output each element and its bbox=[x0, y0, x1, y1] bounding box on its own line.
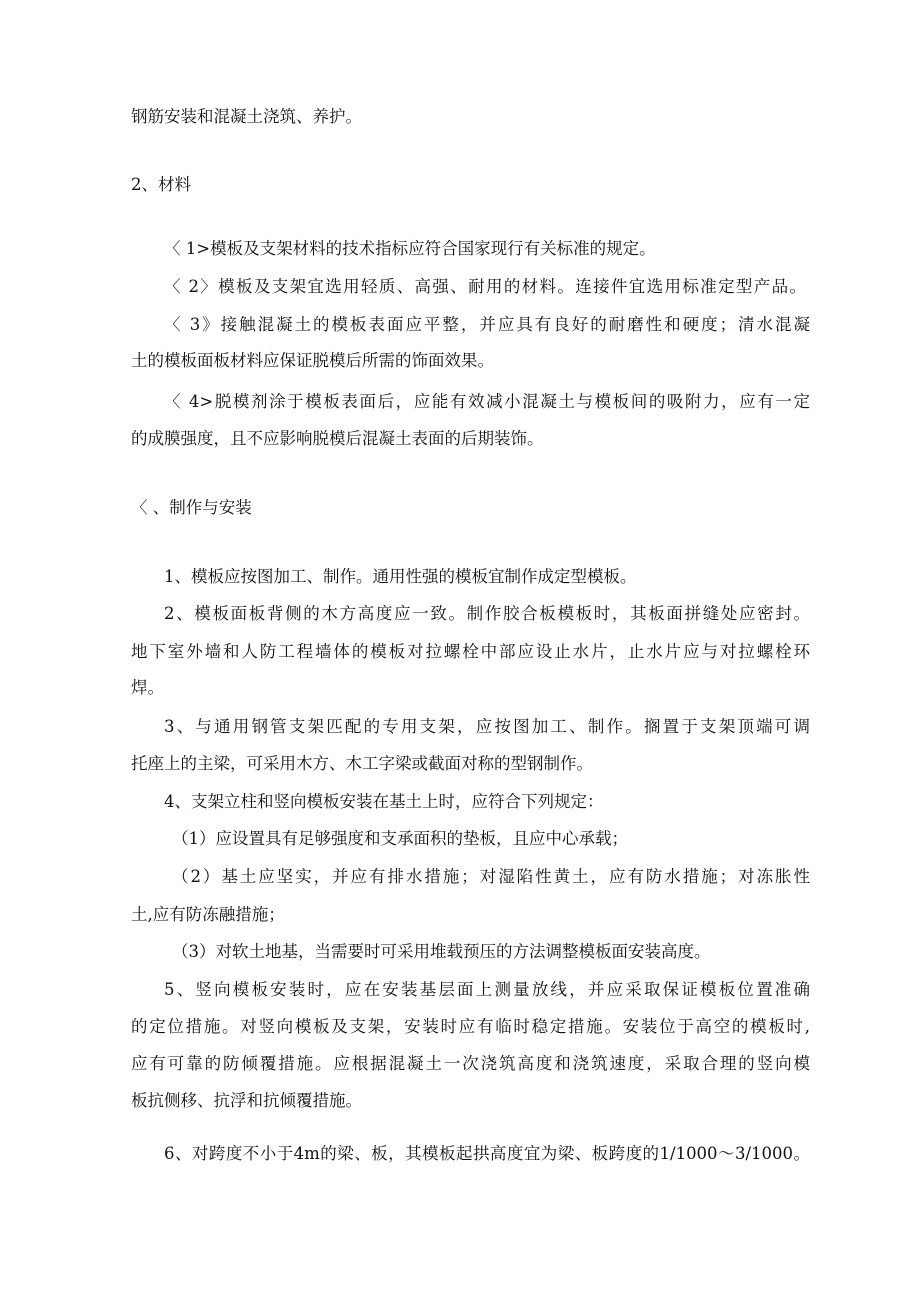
text-line: 应有可靠的防倾覆措施。应根据混凝土一次浇筑高度和浇筑速度，采取合理的竖向模 bbox=[131, 1054, 810, 1073]
text-line: 4、支架立柱和竖向模板安装在基土上时，应符合下列规定： bbox=[164, 792, 604, 811]
text-line: 3、与通用钢管支架匹配的专用支架，应按图加工、制作。搁置于支架顶端可调 bbox=[164, 717, 810, 736]
text-line: 托座上的主梁，可采用木方、木工字梁或截面对称的型钢制作。 bbox=[131, 754, 593, 773]
text-line: 2、模板面板背侧的木方高度应一致。制作胶合板模板时，其板面拼缝处应密封。 bbox=[164, 604, 810, 623]
text-line: 的成膜强度，且不应影响脱模后混凝土表面的后期装饰。 bbox=[131, 429, 544, 448]
text-line: （1）应设置具有足够强度和支承面积的垫板，且应中心承载； bbox=[172, 829, 628, 848]
text-line: 5、竖向模板安装时，应在安装基层面上测量放线，并应采取保证模板位置准确 bbox=[164, 980, 810, 999]
text-line: 〈 1>模板及支架材料的技术指标应符合国家现行有关标准的规定。 bbox=[164, 239, 656, 258]
text-line: 〈 4>脱模剂涂于模板表面后，应能有效减小混凝土与模板间的吸附力，应有一定 bbox=[164, 392, 810, 411]
text-line: 板抗侧移、抗浮和抗倾覆措施。 bbox=[131, 1091, 362, 1110]
text-line: （3）对软土地基，当需要时可采用堆载预压的方法调整模板面安装高度。 bbox=[172, 942, 711, 961]
text-line: 地下室外墙和人防工程墙体的模板对拉螺栓中部应设止水片，止水片应与对拉螺栓环 bbox=[131, 642, 810, 661]
section-heading-materials: 2、材料 bbox=[131, 175, 191, 194]
text-line: 〈 2〉模板及支架宜选用轻质、高强、耐用的材料。连接件宜选用标准定型产品。 bbox=[164, 277, 806, 296]
text-line: 土,应有防冻融措施； bbox=[131, 905, 285, 924]
text-line: 的定位措施。对竖向模板及支架，安装时应有临时稳定措施。安装位于高空的模板时, bbox=[131, 1017, 810, 1036]
text-line: 钢筋安装和混凝土浇筑、养护。 bbox=[131, 107, 362, 126]
text-line: 6、对跨度不小于4m的梁、板，其模板起拱高度宜为梁、板跨度的1/1000～3/1000。 bbox=[164, 1144, 810, 1163]
text-line: 〈 3》接触混凝土的模板表面应平整，并应具有良好的耐磨性和硬度；清水混凝 bbox=[164, 315, 810, 334]
section-heading-fabrication: 〈 、制作与安装 bbox=[131, 498, 252, 517]
text-line: （2）基土应坚实，并应有排水措施；对湿陷性黄土，应有防水措施；对冻胀性 bbox=[172, 867, 810, 886]
text-line: 1、模板应按图加工、制作。通用性强的模板宜制作成定型模板。 bbox=[164, 567, 637, 586]
text-line: 焊。 bbox=[131, 678, 164, 697]
text-line: 土的模板面板材料应保证脱模后所需的饰面效果。 bbox=[131, 351, 494, 370]
